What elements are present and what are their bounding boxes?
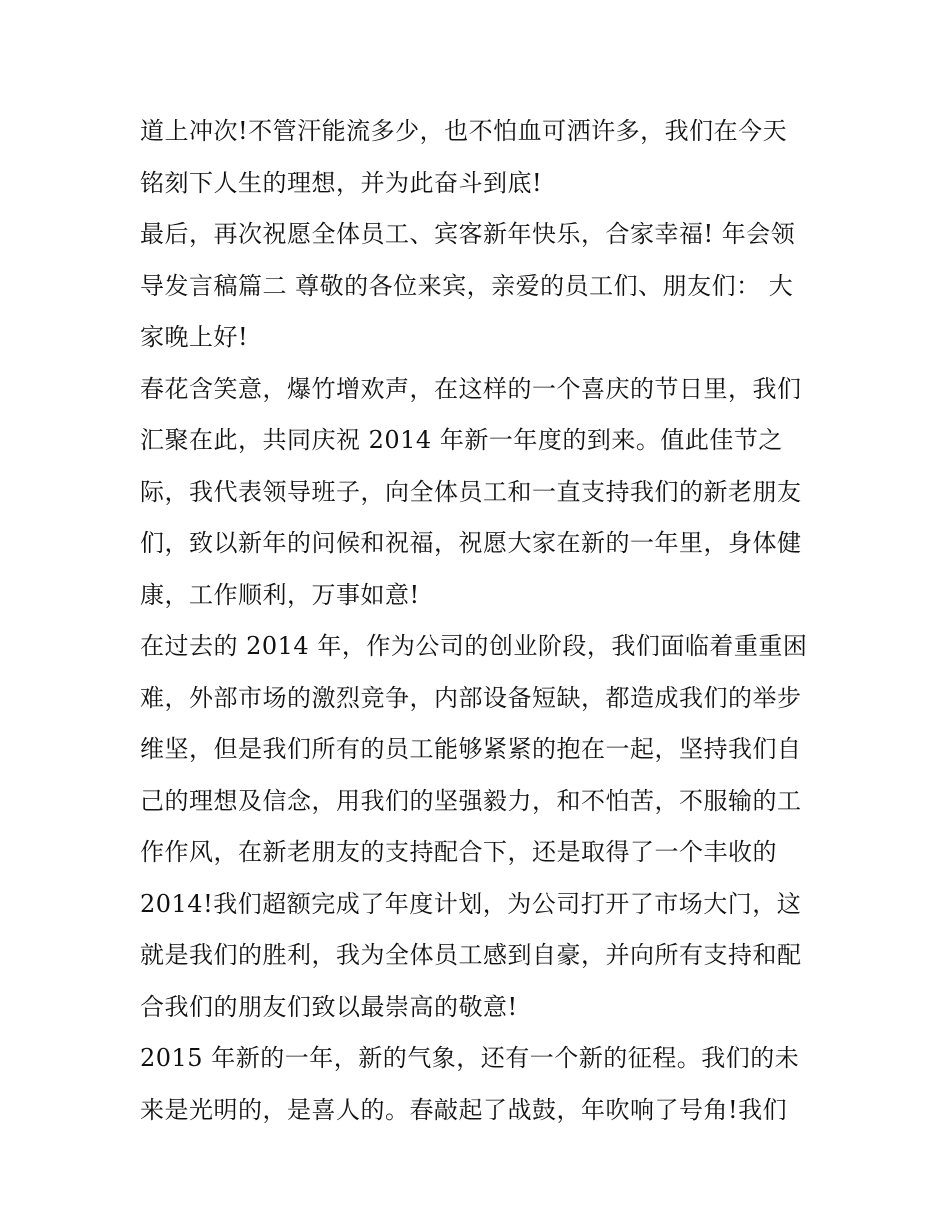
text-line: 汇聚在此，共同庆祝 2014 年新一年度的到来。值此佳节之 xyxy=(140,426,783,454)
text-line: 2015 年新的一年，新的气象，还有一个新的征程。我们的未 xyxy=(140,1044,800,1072)
text-line: 己的理想及信念，用我们的坚强毅力，和不怕苦，不服输的工 xyxy=(140,786,802,815)
text-line: 们，致以新年的问候和祝福，祝愿大家在新的一年里，身体健 xyxy=(140,529,802,557)
text-line: 最后，再次祝愿全体员工、宾客新年快乐，合家幸福! 年会领 xyxy=(140,220,796,248)
text-line: 春花含笑意，爆竹增欢声，在这样的一个喜庆的节日里，我们 xyxy=(140,374,802,403)
document-body xyxy=(140,106,820,1136)
text-line: 道上冲次!不管汗能流多少，也不怕血可洒许多，我们在今天 xyxy=(140,117,788,145)
text-line: 来是光明的，是喜人的。春敲起了战鼓，年吹响了号角!我们 xyxy=(140,1095,788,1124)
text-line: 在过去的 2014 年，作为公司的创业阶段，我们面临着重重困 xyxy=(140,632,808,660)
text-line: 维坚，但是我们所有的员工能够紧紧的抱在一起，坚持我们自 xyxy=(140,735,802,763)
text-line: 际，我代表领导班子，向全体员工和一直支持我们的新老朋友 xyxy=(140,477,802,506)
text-line: 导发言稿篇二 尊敬的各位来宾，亲爱的员工们、朋友们： 大 xyxy=(140,271,794,300)
text-line: 铭刻下人生的理想，并为此奋斗到底! xyxy=(140,168,543,197)
text-line: 2014!我们超额完成了年度计划，为公司打开了市场大门，这 xyxy=(140,889,802,918)
text-line: 合我们的朋友们致以最崇高的敬意! xyxy=(140,992,518,1021)
text-line: 作作风，在新老朋友的支持配合下，还是取得了一个丰收的 xyxy=(140,838,777,866)
text-line: 康，工作顺利，万事如意! xyxy=(140,580,420,609)
text-line: 就是我们的胜利，我为全体员工感到自豪，并向所有支持和配 xyxy=(140,941,802,969)
text-line: 家晚上好! xyxy=(140,323,249,351)
text-line: 难，外部市场的激烈竞争，内部设备短缺，都造成我们的举步 xyxy=(140,683,802,712)
